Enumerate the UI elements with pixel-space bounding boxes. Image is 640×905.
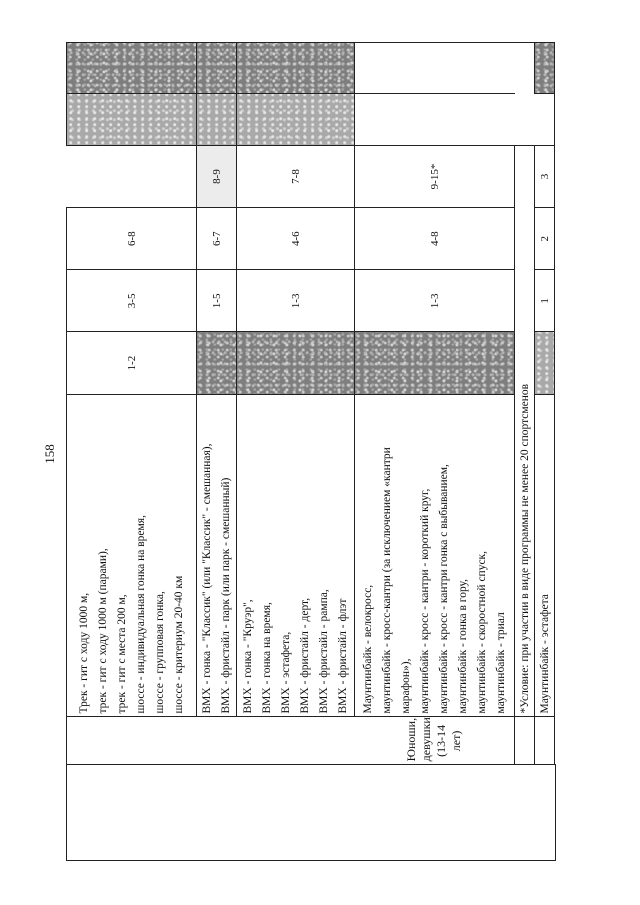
condition-note: *Условие: при участии в виде программы не менее 20 спортсменов — [515, 145, 535, 717]
place-cell-empty — [67, 145, 197, 207]
shaded-cell — [197, 332, 237, 394]
empty-age-cell-top — [67, 717, 355, 765]
place-cell: 1 — [535, 270, 555, 332]
discipline-text: маунтинбайк - кросс-кантри (за исключением «кантри — [380, 447, 393, 714]
place-cell: 6-8 — [67, 208, 197, 270]
discipline-text: Маунтинбайк - велокросс, — [361, 584, 374, 714]
empty-cell — [355, 43, 515, 95]
last-discipline: Маунтинбайк - эстафета — [535, 394, 555, 717]
discipline-text: трек - гит с места 200 м, — [115, 594, 128, 714]
shaded-cell — [237, 332, 355, 394]
place-cell: 6-7 — [197, 208, 237, 270]
place-cell: 2 — [535, 208, 555, 270]
discipline-text: BMX - фристайл - флэт — [336, 598, 349, 714]
discipline-text: BMX - гонка - "Круэр", — [241, 599, 254, 714]
empty-cell — [535, 94, 555, 145]
disciplines-cell — [197, 394, 237, 717]
shaded-cell — [197, 43, 237, 95]
disciplines-cell — [67, 394, 197, 717]
page-number: 158 — [42, 444, 57, 464]
age-group-label: (13-14 лет) — [434, 724, 464, 757]
empty-left-cell — [67, 765, 556, 861]
table-row — [555, 43, 556, 861]
disciplines-cell — [237, 394, 355, 717]
discipline-text: BMX - фристайл - дерт, — [298, 597, 311, 714]
table-row — [515, 43, 535, 861]
place-cell: 4-6 — [237, 208, 355, 270]
age-group-label: Юноши, — [404, 717, 419, 762]
shaded-cell — [67, 43, 197, 95]
rotated-table-frame — [66, 42, 551, 861]
place-cell: 1-3 — [355, 270, 515, 332]
discipline-text: BMX - эстафета, — [279, 631, 292, 714]
discipline-text: шоссе - групповая гонка, — [153, 591, 166, 714]
shaded-cell — [67, 94, 197, 145]
empty-age-cell — [515, 717, 535, 765]
shaded-cell — [237, 43, 355, 95]
table-row — [535, 43, 555, 861]
place-cell: 7-8 — [237, 145, 355, 207]
place-cell: 4-8 — [355, 208, 515, 270]
place-cell: 9-15* — [355, 145, 515, 207]
place-cell: 8-9 — [197, 145, 237, 207]
disciplines-cell — [355, 394, 515, 717]
place-cell: 1-2 — [67, 332, 197, 394]
table-row — [67, 43, 197, 861]
discipline-text: BMX - фристайл - парк (или парк - смешанный) — [219, 477, 232, 714]
place-cell: 1-5 — [197, 270, 237, 332]
discipline-text: маунтинбайк - скоростной спуск, — [475, 550, 488, 714]
ranking-table — [66, 42, 556, 861]
discipline-text: шоссе - индивидуальная гонка на время, — [134, 515, 147, 714]
discipline-text: маунтинбайк - гонка в гору, — [456, 578, 469, 714]
discipline-text: трек - гит с ходу 1000 м (парами), — [96, 548, 109, 714]
place-cell: 3-5 — [67, 270, 197, 332]
shaded-cell — [535, 332, 555, 394]
discipline-text: BMX - гонка - "Классик" (или "Классик" - смешанная), — [200, 443, 213, 714]
filler — [555, 43, 556, 765]
table-row — [355, 43, 515, 861]
discipline-text: маунтинбайк - триал — [494, 612, 507, 714]
shaded-cell — [237, 94, 355, 145]
empty-age-cell — [535, 717, 555, 765]
shaded-cell — [355, 332, 515, 394]
discipline-text: шоссе - критериум 20-40 км — [172, 575, 185, 714]
discipline-text: Трек - гит с ходу 1000 м, — [77, 592, 90, 714]
empty-cell — [355, 94, 515, 145]
discipline-text: маунтинбайк - кросс - кантри гонка с выбыванием, — [437, 464, 450, 714]
place-cell: 3 — [535, 145, 555, 207]
discipline-text: марафон»), — [399, 658, 412, 714]
empty-cell — [515, 43, 535, 146]
shaded-cell — [197, 94, 237, 145]
place-cell: 1-3 — [237, 270, 355, 332]
age-group-label: девушки — [419, 717, 434, 762]
discipline-text: маунтинбайк - кросс - кантри - короткий круг, — [418, 488, 431, 714]
age-group-cell — [355, 717, 515, 765]
discipline-text: BMX - гонка на время, — [260, 602, 273, 714]
discipline-text: BMX - фристайл - рампа, — [317, 589, 330, 714]
shaded-cell — [535, 43, 555, 95]
